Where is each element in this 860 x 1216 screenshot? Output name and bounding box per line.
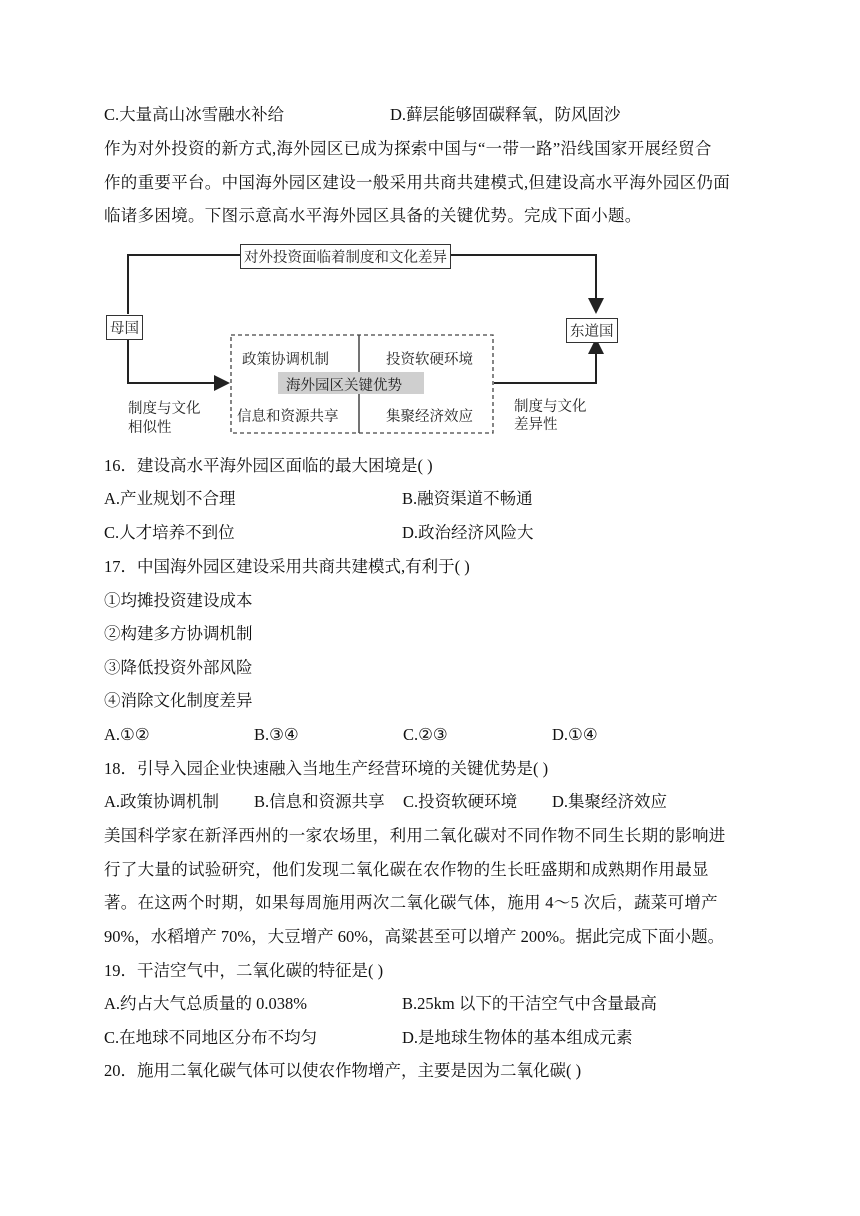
- q17-statement-3: ③降低投资外部风险: [104, 658, 253, 677]
- q19-option-b[interactable]: B.25km 以下的干洁空气中含量最高: [402, 994, 657, 1013]
- diagram-left-note-2: 相似性: [128, 420, 172, 436]
- q19-option-a[interactable]: A.约占大气总质量的 0.038%: [104, 994, 308, 1013]
- diagram-center-label: 海外园区关键优势: [286, 378, 402, 394]
- q17-option-c[interactable]: C.②③: [403, 725, 448, 744]
- q18-option-c[interactable]: C.投资软硬环境: [403, 792, 518, 811]
- q16-option-c[interactable]: C.人才培养不到位: [104, 523, 235, 542]
- q18-option-a[interactable]: A.政策协调机制: [104, 792, 220, 811]
- passage-line: 著。在这两个时期，如果每周施用两次二氧化碳气体，施用 4～5 次后，蔬菜可增产: [104, 893, 718, 912]
- passage-line: 美国科学家在新泽西州的一家农场里，利用二氧化碳对不同作物不同生长期的影响进: [104, 826, 726, 845]
- q17-option-a[interactable]: A.①②: [104, 725, 150, 744]
- diagram-agglomeration: 集聚经济效应: [386, 409, 473, 425]
- q17-stem: 17．中国海外园区建设采用共商共建模式,有利于( ): [104, 557, 470, 576]
- q17-statement-4: ④消除文化制度差异: [104, 691, 253, 710]
- diagram-home-country: 母国: [106, 315, 143, 340]
- overseas-park-diagram: [100, 240, 620, 440]
- passage-line: 行了大量的试验研究，他们发现二氧化碳在农作物的生长旺盛期和成熟期作用最显: [104, 859, 709, 879]
- q16-option-b[interactable]: B.融资渠道不畅通: [402, 489, 533, 508]
- q17-option-b[interactable]: B.③④: [254, 725, 299, 744]
- diagram-info-sharing: 信息和资源共享: [237, 409, 339, 425]
- diagram-left-note-1: 制度与文化: [128, 401, 201, 417]
- passage-line: 90%，水稻增产 70%，大豆增产 60%，高粱甚至可以增产 200%。据此完成下面小题。: [104, 926, 725, 946]
- passage-line: 临诸多困境。下图示意高水平海外园区具备的关键优势。完成下面小题。: [104, 206, 642, 225]
- q17-statement-1: ①均摊投资建设成本: [104, 591, 253, 610]
- passage-overseas-parks: [104, 132, 764, 233]
- passage-line: 作的重要平台。中国海外园区建设一般采用共商共建模式,但建设高水平海外园区仍面: [104, 172, 731, 192]
- diagram-top-label: 对外投资面临着制度和文化差异: [240, 244, 451, 269]
- q18-option-d[interactable]: D.集聚经济效应: [552, 792, 668, 811]
- passage-line: 作为对外投资的新方式,海外园区已成为探索中国与“一带一路”沿线国家开展经贸合: [104, 139, 712, 158]
- q15-option-c[interactable]: C.大量高山冰雪融水补给: [104, 105, 285, 124]
- diagram-policy-coordination: 政策协调机制: [242, 352, 329, 368]
- q15-option-d[interactable]: D.藓层能够固碳释氧，防风固沙: [390, 105, 621, 124]
- diagram-investment-environment: 投资软硬环境: [386, 352, 473, 368]
- q18-stem: 18．引导入园企业快速融入当地生产经营环境的关键优势是( ): [104, 759, 549, 778]
- q18-option-b[interactable]: B.信息和资源共享: [254, 792, 385, 811]
- diagram-host-country: 东道国: [566, 318, 618, 343]
- q20-stem: 20．施用二氧化碳气体可以使农作物增产，主要是因为二氧化碳( ): [104, 1061, 582, 1080]
- q16-option-a[interactable]: A.产业规划不合理: [104, 489, 236, 508]
- q19-option-d[interactable]: D.是地球生物体的基本组成元素: [402, 1028, 633, 1047]
- q17-option-d[interactable]: D.①④: [552, 725, 598, 744]
- q16-option-d[interactable]: D.政治经济风险大: [402, 523, 534, 542]
- diagram-right-note-1: 制度与文化: [514, 399, 587, 415]
- q19-stem: 19．干洁空气中，二氧化碳的特征是( ): [104, 961, 384, 980]
- q16-stem: 16．建设高水平海外园区面临的最大困境是( ): [104, 456, 433, 475]
- diagram-right-note-2: 差异性: [514, 417, 558, 433]
- passage-co2-experiment: [104, 819, 764, 953]
- q17-statement-2: ②构建多方协调机制: [104, 624, 253, 643]
- q19-option-c[interactable]: C.在地球不同地区分布不均匀: [104, 1028, 318, 1047]
